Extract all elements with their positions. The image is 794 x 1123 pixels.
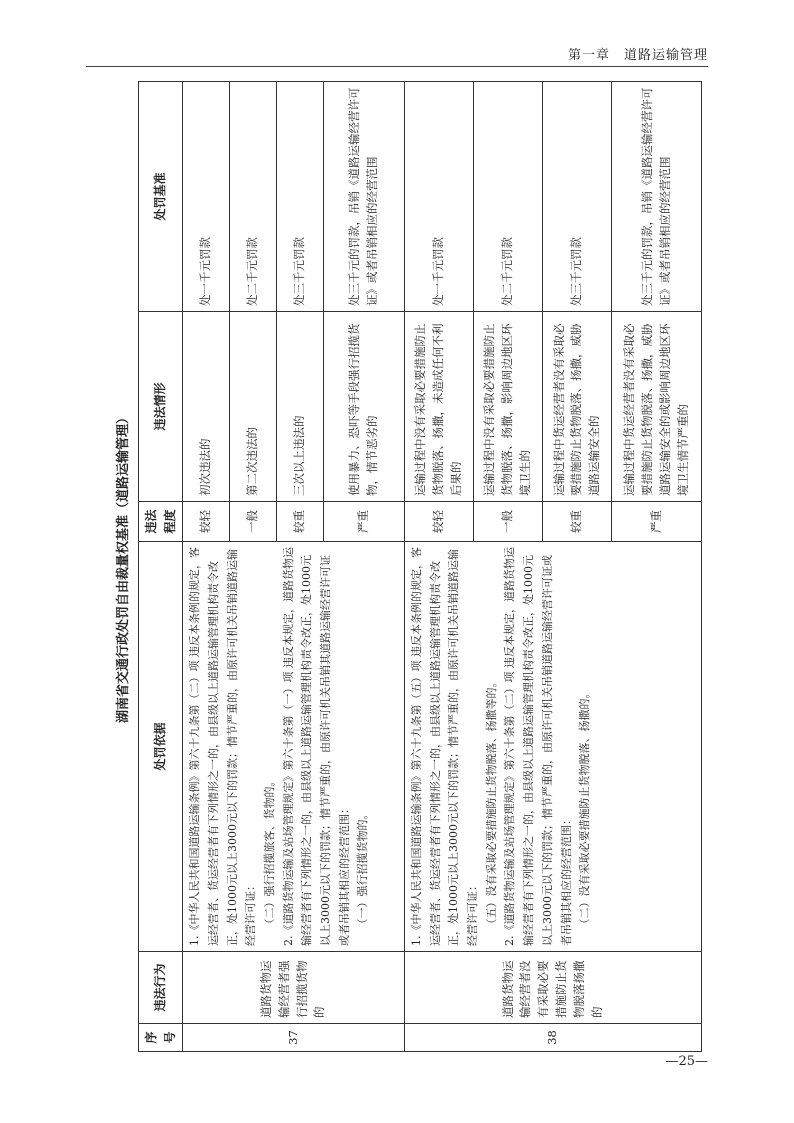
penalty-standard: 处二千元罚款 — [474, 82, 543, 312]
violation-situation: 运输过程中没有采取必要措施防止货物脱落、扬撒，影响周边地区环境卫生的 — [474, 312, 543, 502]
violation-behavior: 道路货物运输经营者强行招揽货物的 — [183, 952, 405, 1024]
penalty-standard: 处一千元罚款 — [183, 82, 230, 312]
basis-paragraph: 1.《中华人民共和国道路运输条例》第六十九条第（二）项 违反本条例的规定，客运经营者、货运经营者有下列情形之一的，由县级以上道路运输管理机构责令改正，处1000元以上3000元以下的罚款；情节严重的，由原许可机关吊销道路运输经营许可证： — [188, 547, 258, 946]
penalty-standard: 处三千元的罚款，吊销《道路运输经营许可证》或者吊销相应的经营范围 — [612, 82, 702, 312]
violation-behavior: 道路货物运输经营者没有采取必要措施防止货物脱落扬撒的 — [405, 952, 702, 1024]
violation-degree: 较重 — [277, 502, 324, 542]
violation-situation: 运输过程中货运经营者没有采取必要措施防止货物脱落、扬撒，威胁道路运输安全的或影响周边地区环境卫生情节严重的 — [612, 312, 702, 502]
header-behavior: 违法行为 — [139, 952, 183, 1024]
table-header-row — [139, 82, 183, 1052]
basis-paragraph: 2.《道路货物运输及站场管理规定》第六十条第（二）项 违反本规定，道路货物运输经营者有下列情形之一的，由县级以上道路运输管理机构责令改正，处1000元以上3000元以下的罚款；情节严重的，由原许可机关吊销道路运输经营许可证或者吊销其相应的经营范围： — [503, 547, 573, 946]
header-basis: 处罚依据 — [139, 542, 183, 952]
penalty-standard-table — [138, 81, 702, 1052]
violation-situation: 初次违法的 — [183, 312, 230, 502]
basis-paragraph: 2.《道路货物运输及站场管理规定》第六十条第（一）项 违反本规定，道路货物运输经营者有下列情形之一的，由县级以上道路运输管理机构责令改正，处1000元以上3000元以下的罚款；情节严重的，由原许可机关吊销其道路运输经营许可证或者吊销其相应的经营范围： — [281, 547, 351, 946]
basis-paragraph: （一）强行招揽货物的。 — [356, 808, 370, 930]
table-row — [183, 82, 230, 1052]
basis-paragraph: 1.《中华人民共和国道路运输条例》第六十九条第（五）项 违反本条例的规定，客运经营者、货运经营者有下列情形之一的，由县级以上道路运输管理机构责令改正，处1000元以上3000元以下的罚款；情节严重的，由原许可机关吊销道路运输经营许可证： — [410, 547, 480, 946]
header-penalty: 处罚基准 — [139, 82, 183, 312]
penalty-standard: 处二千元罚款 — [230, 82, 277, 312]
violation-degree: 较轻 — [405, 502, 474, 542]
running-head: 第一章 道路运输管理 — [567, 48, 708, 63]
header-situation: 违法情形 — [139, 312, 183, 502]
rotated-table-wrapper — [112, 82, 702, 1052]
table-title: 湖南省交通行政处罚自由裁量权基准（道路运输管理） — [116, 411, 131, 724]
violation-situation: 运输过程中货运经营者没有采取必要措施防止货物脱落、扬撒，威胁道路运输安全的 — [543, 312, 612, 502]
penalty-basis — [405, 542, 702, 952]
violation-situation: 三次以上违法的 — [277, 312, 324, 502]
page-number: —25— — [665, 1054, 708, 1069]
basis-paragraph: （二）没有采取必要措施防止货物脱落、扬撒的。 — [578, 687, 592, 930]
violation-situation: 运输过程中没有采取必要措施防止货物脱落、扬撒，未造成任何不利后果的 — [405, 312, 474, 502]
penalty-standard: 处一千元罚款 — [405, 82, 474, 312]
penalty-standard: 处三千元罚款 — [277, 82, 324, 312]
rotated-content — [112, 82, 702, 1052]
violation-degree: 一般 — [474, 502, 543, 542]
table-row — [405, 82, 474, 1052]
penalty-standard: 处三千元罚款 — [543, 82, 612, 312]
header-degree: 违法程度 — [139, 502, 183, 542]
header-no: 序号 — [139, 1024, 183, 1052]
penalty-standard: 处三千元的罚款，吊销《道路运输经营许可证》或者吊销相应的经营范围 — [324, 82, 405, 312]
violation-situation: 第二次违法的 — [230, 312, 277, 502]
penalty-basis — [183, 542, 405, 952]
violation-degree: 严重 — [612, 502, 702, 542]
violation-degree: 一般 — [230, 502, 277, 542]
serial-number: 37 — [183, 1024, 405, 1052]
violation-degree: 较重 — [543, 502, 612, 542]
basis-paragraph: （五）没有采取必要措施防止货物脱落、扬撒等的。 — [484, 676, 498, 930]
violation-degree: 较轻 — [183, 502, 230, 542]
serial-number: 38 — [405, 1024, 702, 1052]
violation-situation: 使用暴力、恐吓等手段强行招揽货物，情节恶劣的 — [324, 312, 405, 502]
basis-paragraph: （二）强行招揽旅客、货物的。 — [262, 775, 276, 930]
violation-degree: 严重 — [324, 502, 405, 542]
header-rule — [86, 66, 708, 67]
